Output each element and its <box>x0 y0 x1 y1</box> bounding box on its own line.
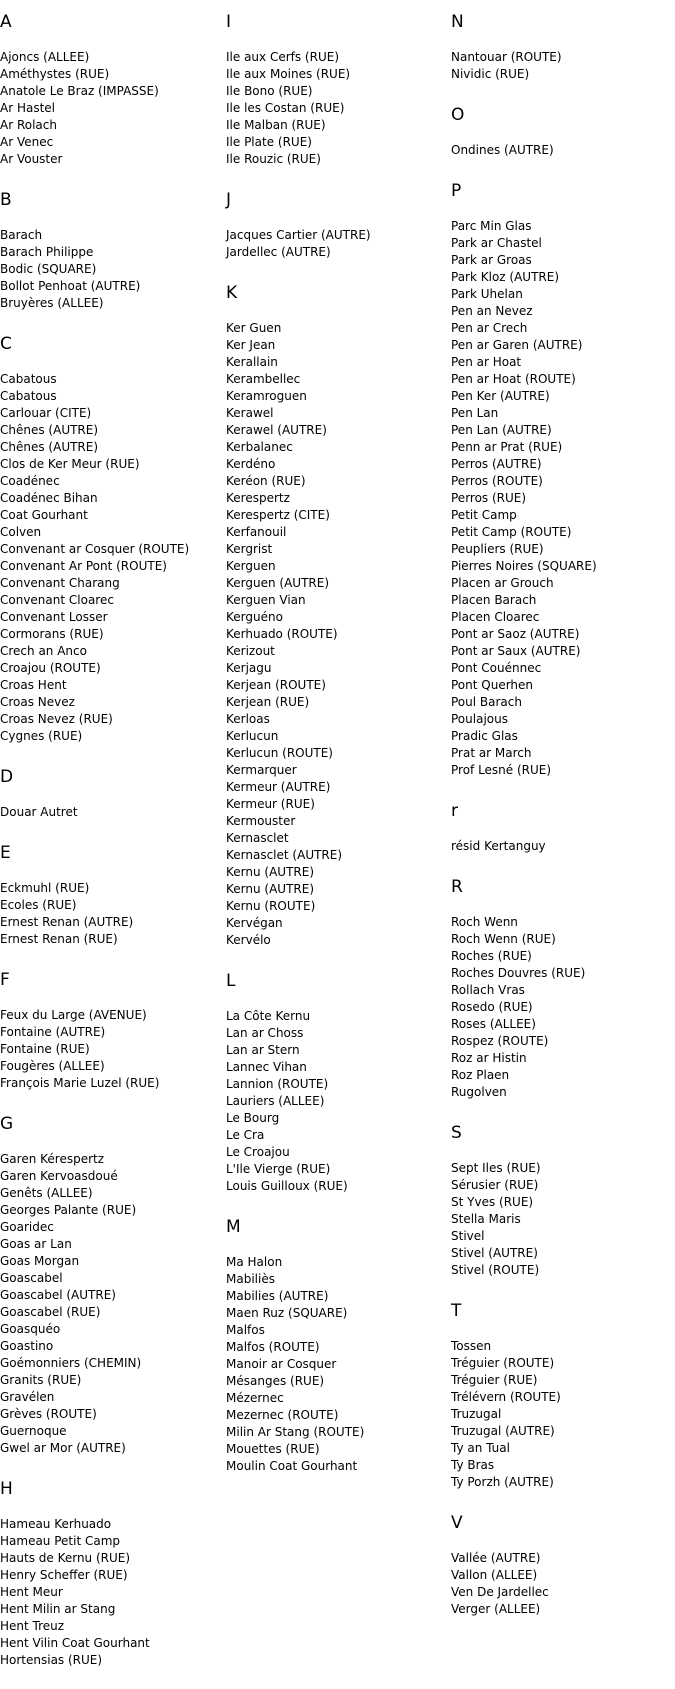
street-link[interactable]: Park ar Chastel <box>451 236 542 250</box>
column-3 <box>451 10 675 1638</box>
street-link[interactable]: Mouettes (RUE) <box>226 1442 320 1456</box>
letter-heading: I <box>226 12 232 32</box>
street-link[interactable]: Park Kloz (AUTRE) <box>451 270 560 284</box>
letter-section <box>0 1112 220 1457</box>
letter-heading: F <box>0 970 10 990</box>
street-link[interactable]: Rosedo (RUE) <box>451 1000 533 1014</box>
street-link[interactable]: Tréguier (RUE) <box>451 1373 538 1387</box>
street-link[interactable]: Pen Ker (AUTRE) <box>451 389 550 403</box>
street-link[interactable]: Trélévern (ROUTE) <box>451 1390 561 1404</box>
street-link[interactable]: Coadénec <box>0 474 60 488</box>
street-link[interactable]: Goascabel <box>0 1271 63 1285</box>
street-link[interactable]: Louis Guilloux (RUE) <box>226 1179 348 1193</box>
street-link[interactable]: Colven <box>0 525 42 539</box>
letter-heading: S <box>451 1123 462 1143</box>
street-link[interactable]: Mezernec (ROUTE) <box>226 1408 339 1422</box>
street-link[interactable]: Tossen <box>451 1339 492 1353</box>
street-link[interactable]: Cormorans (RUE) <box>0 627 104 641</box>
street-link[interactable]: Kerguéno <box>226 610 283 624</box>
street-link[interactable]: Ar Vouster <box>0 152 63 166</box>
street-link[interactable]: Hauts de Kernu (RUE) <box>0 1551 131 1565</box>
street-link[interactable]: Moulin Coat Gourhant <box>226 1459 358 1473</box>
street-link[interactable]: Crech an Anco <box>0 644 87 658</box>
street-link[interactable]: Henry Scheffer (RUE) <box>0 1568 128 1582</box>
street-link[interactable]: Kerguen Vian <box>226 593 306 607</box>
street-link[interactable]: Petit Camp <box>451 508 517 522</box>
street-link[interactable]: Park ar Groas <box>451 253 532 267</box>
street-link[interactable]: Kernasclet <box>226 831 289 845</box>
street-link[interactable]: Truzugal <box>451 1407 502 1421</box>
street-link[interactable]: L'Ile Vierge (RUE) <box>226 1162 331 1176</box>
letter-heading: G <box>0 1114 14 1134</box>
street-link[interactable]: Roses (ALLEE) <box>451 1017 536 1031</box>
letter-section <box>0 765 220 821</box>
street-link[interactable]: Convenant ar Cosquer (ROUTE) <box>0 542 190 556</box>
street-link[interactable]: Jacques Cartier (AUTRE) <box>226 228 371 242</box>
street-link[interactable]: Anatole Le Braz (IMPASSE) <box>0 84 159 98</box>
street-link[interactable]: Chênes (AUTRE) <box>0 423 99 437</box>
street-link[interactable]: Lannec Vihan <box>226 1060 307 1074</box>
street-link[interactable]: Croas Nevez <box>0 695 75 709</box>
letter-heading: M <box>226 1217 241 1237</box>
street-link[interactable]: Croas Hent <box>0 678 67 692</box>
street-link[interactable]: Kerloas <box>226 712 270 726</box>
street-link[interactable]: Coat Gourhant <box>0 508 88 522</box>
street-link[interactable]: Jardellec (AUTRE) <box>226 245 331 259</box>
letter-heading: O <box>451 105 465 125</box>
letter-section <box>0 332 220 745</box>
street-link[interactable]: Pradic Glas <box>451 729 518 743</box>
street-link[interactable]: Hameau Kerhuado <box>0 1517 112 1531</box>
street-link[interactable]: Chênes (AUTRE) <box>0 440 99 454</box>
street-link[interactable]: Ile les Costan (RUE) <box>226 101 345 115</box>
street-link[interactable]: Fontaine (RUE) <box>0 1042 90 1056</box>
street-link[interactable]: Perros (RUE) <box>451 491 527 505</box>
street-link[interactable]: Pont ar Saux (AUTRE) <box>451 644 581 658</box>
street-link[interactable]: Perros (ROUTE) <box>451 474 543 488</box>
street-link[interactable]: Bruyères (ALLEE) <box>0 296 104 310</box>
street-link[interactable]: Kerlucun <box>226 729 279 743</box>
street-link[interactable]: Keréon (RUE) <box>226 474 306 488</box>
letter-section <box>0 10 220 168</box>
street-link[interactable]: François Marie Luzel (RUE) <box>0 1076 160 1090</box>
street-link[interactable]: Kermeur (AUTRE) <box>226 780 331 794</box>
column-2 <box>226 10 446 1495</box>
street-link[interactable]: Kernasclet (AUTRE) <box>226 848 343 862</box>
street-link[interactable]: Hent Meur <box>0 1585 63 1599</box>
letter-section <box>451 179 675 779</box>
letter-heading: r <box>451 801 458 821</box>
street-link[interactable]: Kernu (AUTRE) <box>226 882 315 896</box>
street-link[interactable]: Georges Palante (RUE) <box>0 1203 137 1217</box>
street-link[interactable]: Gravélen <box>0 1390 55 1404</box>
street-link[interactable]: Ondines (AUTRE) <box>451 143 554 157</box>
street-link[interactable]: Le Bourg <box>226 1111 280 1125</box>
column-1 <box>0 10 220 1689</box>
street-link[interactable]: Goascabel (RUE) <box>0 1305 101 1319</box>
street-link[interactable]: Clos de Ker Meur (RUE) <box>0 457 140 471</box>
letter-section <box>451 103 675 159</box>
letter-section <box>0 841 220 948</box>
letter-section <box>451 1511 675 1618</box>
street-link[interactable]: Truzugal (AUTRE) <box>451 1424 555 1438</box>
street-link[interactable]: Pen Lan <box>451 406 499 420</box>
street-link[interactable]: Sept Iles (RUE) <box>451 1161 541 1175</box>
street-link[interactable]: Fougères (ALLEE) <box>0 1059 105 1073</box>
street-link[interactable]: Coadénec Bihan <box>0 491 98 505</box>
street-link[interactable]: Goémonniers (CHEMIN) <box>0 1356 142 1370</box>
street-link[interactable]: St Yves (RUE) <box>451 1195 534 1209</box>
street-link[interactable]: Goaridec <box>0 1220 54 1234</box>
street-link[interactable]: Mabiliès <box>226 1272 275 1286</box>
street-link[interactable]: Pen an Nevez <box>451 304 533 318</box>
street-link[interactable]: Améthystes (RUE) <box>0 67 110 81</box>
street-link[interactable]: Ty an Tual <box>451 1441 510 1455</box>
street-link[interactable]: Roch Wenn <box>451 915 518 929</box>
letter-section <box>0 968 220 1092</box>
street-link[interactable]: Hameau Petit Camp <box>0 1534 121 1548</box>
street-link[interactable]: Vallon (ALLEE) <box>451 1568 538 1582</box>
letter-section <box>226 188 446 261</box>
letter-section <box>226 281 446 949</box>
street-link[interactable]: Sérusier (RUE) <box>451 1178 539 1192</box>
street-link[interactable]: Bollot Penhoat (AUTRE) <box>0 279 141 293</box>
street-link[interactable]: Ernest Renan (RUE) <box>0 932 118 946</box>
letter-heading: R <box>451 877 463 897</box>
street-link[interactable]: Kerespertz <box>226 491 290 505</box>
street-link[interactable]: Roches Douvres (RUE) <box>451 966 586 980</box>
letter-section <box>451 875 675 1101</box>
letter-section <box>226 10 446 168</box>
street-link[interactable]: Placen Cloarec <box>451 610 540 624</box>
street-link[interactable]: Fontaine (AUTRE) <box>0 1025 106 1039</box>
street-link[interactable]: Guernoque <box>0 1424 67 1438</box>
street-link[interactable]: Ty Bras <box>451 1458 495 1472</box>
letter-heading: E <box>0 843 11 863</box>
street-link[interactable]: Manoir ar Cosquer <box>226 1357 337 1371</box>
street-link[interactable]: Kerguen <box>226 559 276 573</box>
street-link[interactable]: Le Cra <box>226 1128 265 1142</box>
street-link[interactable]: Pen ar Hoat <box>451 355 522 369</box>
street-link[interactable]: Kerawel (AUTRE) <box>226 423 327 437</box>
street-link[interactable]: Kerjean (ROUTE) <box>226 678 326 692</box>
street-link[interactable]: Lan ar Stern <box>226 1043 300 1057</box>
street-link[interactable]: Hent Vilin Coat Gourhant <box>0 1636 150 1650</box>
street-link[interactable]: Goas ar Lan <box>0 1237 72 1251</box>
street-link[interactable]: Croajou (ROUTE) <box>0 661 101 675</box>
letter-section <box>451 1121 675 1279</box>
street-link[interactable]: Kervélo <box>226 933 271 947</box>
street-link[interactable]: Pont Querhen <box>451 678 534 692</box>
street-link[interactable]: Poulajous <box>451 712 508 726</box>
letter-section <box>226 1215 446 1475</box>
street-link[interactable]: Nantouar (ROUTE) <box>451 50 562 64</box>
street-link[interactable]: Douar Autret <box>0 805 78 819</box>
street-link[interactable]: Pen Lan (AUTRE) <box>451 423 552 437</box>
street-link[interactable]: Grèves (ROUTE) <box>0 1407 97 1421</box>
street-link[interactable]: Stivel (AUTRE) <box>451 1246 538 1260</box>
street-link[interactable]: Ma Halon <box>226 1255 283 1269</box>
street-link[interactable]: Verger (ALLEE) <box>451 1602 541 1616</box>
street-link[interactable]: Pen ar Crech <box>451 321 528 335</box>
letter-heading: H <box>0 1479 13 1499</box>
street-link[interactable]: Kerbalanec <box>226 440 293 454</box>
street-link[interactable]: Peupliers (RUE) <box>451 542 544 556</box>
street-link[interactable]: Ile aux Moines (RUE) <box>226 67 351 81</box>
street-link[interactable]: Mézernec <box>226 1391 284 1405</box>
street-link[interactable]: Kerallain <box>226 355 278 369</box>
street-link[interactable]: Genêts (ALLEE) <box>0 1186 93 1200</box>
street-link[interactable]: Kerawel <box>226 406 274 420</box>
street-link[interactable]: Rospez (ROUTE) <box>451 1034 549 1048</box>
street-link[interactable]: Kervégan <box>226 916 283 930</box>
letter-heading: K <box>226 283 238 303</box>
letter-section <box>0 1477 220 1669</box>
street-link[interactable]: Kergrist <box>226 542 273 556</box>
street-link[interactable]: Kerhuado (ROUTE) <box>226 627 338 641</box>
street-link[interactable]: Ar Rolach <box>0 118 57 132</box>
letter-heading: D <box>0 767 14 787</box>
street-link[interactable]: Ile aux Cerfs (RUE) <box>226 50 339 64</box>
street-link[interactable]: Kerjagu <box>226 661 272 675</box>
street-link[interactable]: Park Uhelan <box>451 287 523 301</box>
street-link[interactable]: Hent Milin ar Stang <box>0 1602 116 1616</box>
street-link[interactable]: Kerdéno <box>226 457 276 471</box>
street-link[interactable]: Prat ar March <box>451 746 532 760</box>
street-link[interactable]: Roz ar Histin <box>451 1051 527 1065</box>
letter-section <box>451 1299 675 1491</box>
street-link[interactable]: Carlouar (CITE) <box>0 406 92 420</box>
street-link[interactable]: Pont Couénnec <box>451 661 542 675</box>
street-link[interactable]: Kernu (ROUTE) <box>226 899 316 913</box>
street-link[interactable]: Pen ar Hoat (ROUTE) <box>451 372 576 386</box>
street-link[interactable]: Roch Wenn (RUE) <box>451 932 556 946</box>
street-link[interactable]: Ajoncs (ALLEE) <box>0 50 90 64</box>
street-link[interactable]: Ty Porzh (AUTRE) <box>451 1475 554 1489</box>
street-link[interactable]: Ile Rouzic (RUE) <box>226 152 321 166</box>
street-link[interactable]: Gwel ar Mor (AUTRE) <box>0 1441 126 1455</box>
street-link[interactable]: Kernu (AUTRE) <box>226 865 315 879</box>
street-link[interactable]: Stivel (ROUTE) <box>451 1263 540 1277</box>
street-link[interactable]: Tréguier (ROUTE) <box>451 1356 555 1370</box>
street-link[interactable]: Ernest Renan (AUTRE) <box>0 915 134 929</box>
street-link[interactable]: Stivel <box>451 1229 485 1243</box>
street-link[interactable]: Goascabel (AUTRE) <box>0 1288 116 1302</box>
street-link[interactable]: Le Croajou <box>226 1145 290 1159</box>
street-link[interactable]: Ven De Jardellec <box>451 1585 549 1599</box>
street-link[interactable]: Mabilies (AUTRE) <box>226 1289 329 1303</box>
street-link[interactable]: Stella Maris <box>451 1212 521 1226</box>
street-link[interactable]: Keramroguen <box>226 389 307 403</box>
street-link[interactable]: Malfos (ROUTE) <box>226 1340 320 1354</box>
street-link[interactable]: Rugolven <box>451 1085 507 1099</box>
street-link[interactable]: Malfos <box>226 1323 265 1337</box>
street-link[interactable]: Placen ar Grouch <box>451 576 554 590</box>
street-link[interactable]: Goas Morgan <box>0 1254 80 1268</box>
street-link[interactable]: Petit Camp (ROUTE) <box>451 525 572 539</box>
street-link[interactable]: Croas Nevez (RUE) <box>0 712 113 726</box>
street-link[interactable]: Feux du Large (AVENUE) <box>0 1008 147 1022</box>
letter-heading: B <box>0 190 12 210</box>
street-link[interactable]: Bodic (SQUARE) <box>0 262 97 276</box>
street-link[interactable]: Cygnes (RUE) <box>0 729 83 743</box>
street-link[interactable]: Garen Kérespertz <box>0 1152 105 1166</box>
street-link[interactable]: Kerlucun (ROUTE) <box>226 746 333 760</box>
letter-heading: P <box>451 181 462 201</box>
street-link[interactable]: Convenant Losser <box>0 610 108 624</box>
letter-heading: V <box>451 1513 463 1533</box>
street-link[interactable]: Cabatous <box>0 389 57 403</box>
street-link[interactable]: Penn ar Prat (RUE) <box>451 440 563 454</box>
street-link[interactable]: Lan ar Choss <box>226 1026 304 1040</box>
street-link[interactable]: Roz Plaen <box>451 1068 510 1082</box>
street-link[interactable]: Pen ar Garen (AUTRE) <box>451 338 583 352</box>
street-link[interactable]: Barach Philippe <box>0 245 94 259</box>
street-link[interactable]: Garen Kervoasdoué <box>0 1169 118 1183</box>
street-link[interactable]: Kerjean (RUE) <box>226 695 310 709</box>
street-link[interactable]: Nividic (RUE) <box>451 67 530 81</box>
letter-heading: C <box>0 334 12 354</box>
street-link[interactable]: Milin Ar Stang (ROUTE) <box>226 1425 365 1439</box>
street-link[interactable]: Prof Lesné (RUE) <box>451 763 552 777</box>
street-link[interactable]: Convenant Charang <box>0 576 120 590</box>
letter-heading: N <box>451 12 464 32</box>
street-link[interactable]: Goastino <box>0 1339 54 1353</box>
street-link[interactable]: La Côte Kernu <box>226 1009 311 1023</box>
street-link[interactable]: Perros (AUTRE) <box>451 457 542 471</box>
street-link[interactable]: Maen Ruz (SQUARE) <box>226 1306 348 1320</box>
street-link[interactable]: Hent Treuz <box>0 1619 65 1633</box>
letter-heading: T <box>451 1301 462 1321</box>
street-link[interactable]: Kerambellec <box>226 372 301 386</box>
street-link[interactable]: Lannion (ROUTE) <box>226 1077 329 1091</box>
letter-section <box>0 188 220 312</box>
street-link[interactable]: Ar Hastel <box>0 101 56 115</box>
street-link[interactable]: Kerfanouil <box>226 525 287 539</box>
street-link[interactable]: Pont ar Saoz (AUTRE) <box>451 627 580 641</box>
street-link[interactable]: Ker Jean <box>226 338 276 352</box>
street-link[interactable]: Parc Min Glas <box>451 219 532 233</box>
street-link[interactable]: Poul Barach <box>451 695 522 709</box>
letter-section <box>451 10 675 83</box>
street-link[interactable]: Kerespertz (CITE) <box>226 508 330 522</box>
street-link[interactable]: Ile Plate (RUE) <box>226 135 312 149</box>
street-link[interactable]: Hortensias (RUE) <box>0 1653 103 1667</box>
letter-section <box>451 799 675 855</box>
street-link[interactable]: résid Kertanguy <box>451 839 546 853</box>
street-link[interactable]: Eckmuhl (RUE) <box>0 881 90 895</box>
street-link[interactable]: Cabatous <box>0 372 57 386</box>
street-link[interactable]: Kermouster <box>226 814 296 828</box>
street-link[interactable]: Roches (RUE) <box>451 949 532 963</box>
street-link[interactable]: Vallée (AUTRE) <box>451 1551 541 1565</box>
street-link[interactable]: Rollach Vras <box>451 983 525 997</box>
street-link[interactable]: Lauriers (ALLEE) <box>226 1094 325 1108</box>
letter-heading: A <box>0 12 12 32</box>
street-link[interactable]: Mésanges (RUE) <box>226 1374 325 1388</box>
street-link[interactable]: Kermarquer <box>226 763 297 777</box>
street-link[interactable]: Ile Bono (RUE) <box>226 84 313 98</box>
street-link[interactable]: Ker Guen <box>226 321 282 335</box>
street-link[interactable]: Ar Venec <box>0 135 54 149</box>
street-link[interactable]: Barach <box>0 228 43 242</box>
street-link[interactable]: Placen Barach <box>451 593 537 607</box>
street-link[interactable]: Ecoles (RUE) <box>0 898 77 912</box>
street-link[interactable]: Kerizout <box>226 644 275 658</box>
letter-heading: L <box>226 971 236 991</box>
street-link[interactable]: Kerguen (AUTRE) <box>226 576 330 590</box>
street-link[interactable]: Kermeur (RUE) <box>226 797 315 811</box>
street-link[interactable]: Pierres Noires (SQUARE) <box>451 559 597 573</box>
street-link[interactable]: Granits (RUE) <box>0 1373 82 1387</box>
letter-heading: J <box>226 190 232 210</box>
letter-section <box>226 969 446 1195</box>
street-link[interactable]: Convenant Ar Pont (ROUTE) <box>0 559 167 573</box>
street-link[interactable]: Goasquéo <box>0 1322 61 1336</box>
street-link[interactable]: Ile Malban (RUE) <box>226 118 326 132</box>
street-link[interactable]: Convenant Cloarec <box>0 593 114 607</box>
